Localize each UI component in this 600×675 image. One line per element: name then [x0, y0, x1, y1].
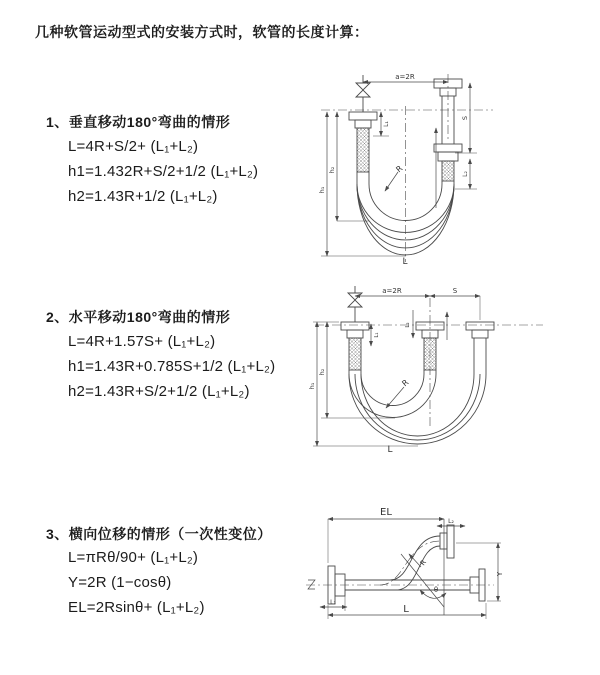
braided-hose-section	[349, 338, 361, 370]
hose-s-curve	[390, 536, 440, 580]
label-l2: L₂	[462, 171, 469, 177]
section-2-heading: 2、水平移动180°弯曲的情形	[46, 309, 231, 325]
flange	[466, 322, 494, 330]
flange-hub	[438, 152, 458, 161]
label-theta: θ	[433, 586, 439, 594]
flange	[341, 322, 369, 330]
hose-s-curve	[396, 546, 440, 590]
valve-icon	[348, 293, 362, 300]
label-a2r: a=2R	[395, 73, 415, 81]
section-3-formula-Y: Y=2R (1−cosθ)	[68, 574, 172, 591]
label-radius: R	[400, 377, 411, 389]
label-l1: L₁	[330, 599, 336, 606]
braided-hose-section	[424, 338, 436, 370]
label-el: EL	[380, 507, 392, 518]
label-h2: h₂	[328, 166, 336, 174]
hose-u-bend	[361, 374, 474, 436]
section-1-formula-h1: h1=1.432R+S/2+1/2 (L₁+L₂)	[68, 163, 259, 180]
label-l2: L₂	[405, 322, 411, 328]
valve-icon	[356, 83, 370, 90]
label-l1: L₁	[383, 121, 390, 127]
centerline-break-mark	[308, 580, 315, 589]
section-2-formula-h1: h1=1.43R+0.785S+1/2 (L₁+L₂)	[68, 358, 276, 375]
diagram-horizontal-180-bend	[303, 282, 600, 457]
section-3-formula-EL: EL=2Rsinθ+ (L₁+L₂)	[68, 599, 205, 616]
page-title: 几种软管运动型式的安装方式时，软管的长度计算：	[35, 24, 369, 40]
flange-hub	[355, 120, 371, 128]
label-radius: R	[418, 558, 429, 568]
flange-hub	[347, 330, 363, 338]
label-length: L	[402, 257, 408, 265]
label-h1: h₁	[318, 186, 326, 194]
section-1-heading: 1、垂直移动180°弯曲的情形	[46, 114, 231, 130]
section-3-heading: 3、横向位移的情形（一次性变位）	[46, 526, 272, 542]
label-l1: L₁	[374, 332, 380, 338]
label-s: S	[461, 115, 469, 121]
label-a2r: a=2R	[382, 287, 402, 295]
label-length: L	[403, 604, 409, 615]
label-length: L	[387, 445, 393, 455]
valve-icon	[356, 90, 370, 97]
diagram-1-svg	[305, 70, 595, 265]
hose-u-bend	[355, 374, 480, 440]
braided-hose-section	[442, 161, 454, 181]
diagram-vertical-180-bend	[305, 70, 595, 265]
label-y: Y	[496, 571, 504, 577]
flange-plate	[447, 525, 454, 558]
radius-leader	[386, 387, 404, 408]
flange	[349, 112, 377, 120]
diagram-2-svg	[303, 282, 600, 457]
section-2-formula-h2: h2=1.43R+S/2+1/2 (L₁+L₂)	[68, 383, 250, 400]
label-radius: R	[394, 163, 405, 175]
label-h1: h₁	[308, 382, 316, 390]
section-1-formula-h2: h2=1.43R+1/2 (L₁+L₂)	[68, 188, 218, 205]
flange	[434, 144, 462, 152]
valve-icon	[348, 300, 362, 307]
section-1-formula-L: L=4R+S/2+ (L₁+L₂)	[68, 138, 199, 155]
label-l2: L₂	[448, 518, 454, 525]
hose-u-bend	[349, 374, 486, 444]
label-s: S	[452, 287, 458, 295]
diagram-lateral-displacement	[298, 497, 598, 642]
diagram-3-svg	[298, 497, 598, 642]
section-3-formula-L: L=πRθ/90+ (L₁+L₂)	[68, 549, 199, 566]
label-h2: h₂	[318, 368, 326, 376]
section-2-formula-L: L=4R+1.57S+ (L₁+L₂)	[68, 333, 216, 350]
radius-leader	[385, 172, 398, 191]
flange-hub	[472, 330, 488, 338]
braided-hose-section	[357, 128, 369, 172]
flange-hub	[440, 533, 447, 549]
